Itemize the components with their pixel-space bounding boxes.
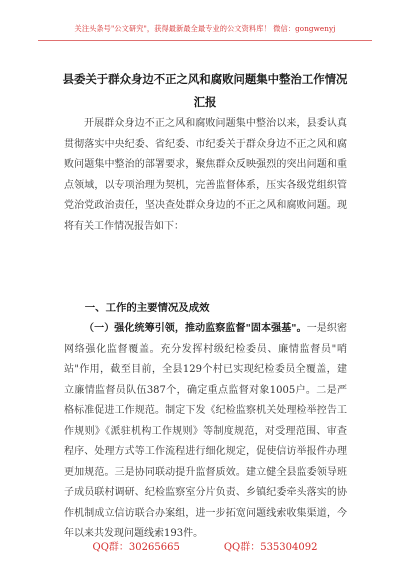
section-heading: 一、工作的主要情况及成效 — [84, 302, 210, 314]
document-title — [40, 68, 370, 114]
page-footer — [40, 538, 370, 553]
document-title-line2: 汇报 — [193, 95, 217, 109]
page-header-banner: 关注头条号"公文研究"，获得最新最全最专业的公文资料库！ 微信：gongwenyj — [74, 24, 336, 33]
document-title-line1: 县委关于群众身边不正之风和腐败问题集中整治工作情况 — [62, 72, 348, 86]
subsection-paragraph — [64, 319, 347, 545]
subsection-lead: （一）强化统筹引领，推动监察监督"固本强基"。 — [84, 323, 307, 334]
header-divider — [38, 40, 372, 41]
intro-paragraph: 开展群众身边不正之风和腐败问题集中整治以来，县委认真贯彻落实中央纪委、省纪委、市纪委关于群众身边不正之风和腐败问题集中整治的部署要求，聚焦群众反映强烈的突出问题和重点领域，以专项治理为契机，完善监督体系，压实各级党组织管党治党政治责任，坚决查处群众身边的不正之风和腐败问题。现将有关工作情况报告如下： — [64, 118, 347, 232]
footer-qq-group-2: QQ群：535304092 — [223, 542, 318, 553]
subsection-body: 一是织密网络强化监督覆盖。充分发挥村级纪检委员、廉情监督员"哨站"作用，截至目前，全县129个村已实现纪检委员全覆盖，建立廉情监督员队伍387个，确定重点监督对象1005户。二是严格标准促进工作规范。制定下发《纪检监察机关处理检举控告工作规则》《派驻机构工作规则》等制度规范，对受理范围、审查程序、处理方式等工作流程进行细化规定，促使信访举报件办理更加规范。三是协同联动提升监督质效。建立健全县监委领导班子成员联村调研、纪检监察室分片负责、乡镇纪委牵头落实的协作机制成立信访联合办案组，进一步拓宽问题线索收集渠道，今年以来共发现问题线索193件。 — [64, 323, 348, 539]
footer-qq-group-1: QQ群：30265665 — [92, 542, 180, 553]
